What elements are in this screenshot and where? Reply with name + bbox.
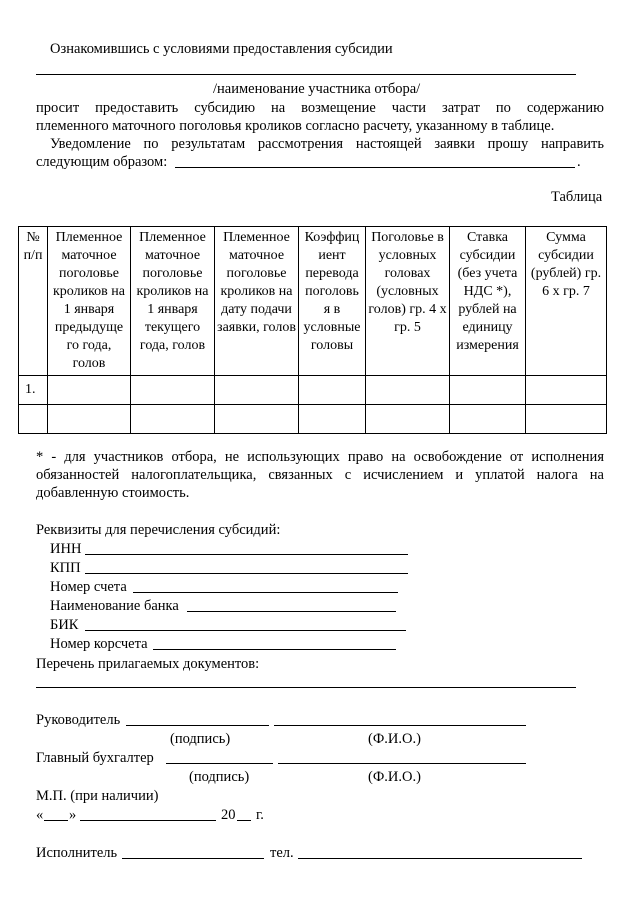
inn-field[interactable] xyxy=(85,554,408,555)
executor-name-field[interactable] xyxy=(122,858,264,859)
date-day-field[interactable] xyxy=(44,820,68,821)
head-name-field[interactable] xyxy=(274,725,526,726)
notify-method-line[interactable] xyxy=(175,167,575,168)
subsidy-table xyxy=(18,226,607,434)
table-cell[interactable] xyxy=(299,405,366,434)
header-cell: Племенное маточное поголовье кроликов на 1 января текущего года, голов xyxy=(131,227,215,376)
documents-field[interactable] xyxy=(36,687,576,688)
table-cell[interactable] xyxy=(48,405,131,434)
table-cell[interactable] xyxy=(131,405,215,434)
table-cell[interactable] xyxy=(215,376,299,405)
head-signature-field[interactable] xyxy=(126,725,269,726)
footnote-line-3: добавленную стоимость. xyxy=(36,485,190,501)
notify-end: . xyxy=(577,154,581,170)
request-line-1: просит предоставить субсидию на возмещение части затрат по содержанию xyxy=(36,100,604,116)
bik-field[interactable] xyxy=(85,630,406,631)
table-cell[interactable] xyxy=(299,376,366,405)
date-open-quote: « xyxy=(36,807,44,823)
table-cell[interactable] xyxy=(366,405,450,434)
date-month-field[interactable] xyxy=(80,820,216,821)
phone-field[interactable] xyxy=(298,858,582,859)
chief-accountant-signature-caption: (подпись) xyxy=(189,769,250,785)
table-caption: Таблица xyxy=(551,189,603,205)
request-line-2: племенного маточного поголовья кроликов согласно расчету, указанному в таблице. xyxy=(36,118,555,134)
intro-text: Ознакомившись с условиями предоставления субсидии xyxy=(50,41,393,57)
header-cell: № п/п xyxy=(19,227,48,376)
header-cell: Племенное маточное поголовье кроликов на дату подачи заявки, голов xyxy=(215,227,299,376)
header-cell: Поголовье в условных головах (условных голов) гр. 4 х гр. 5 xyxy=(366,227,450,376)
header-cell: Коэффиц иент перевода поголовь я в условные головы xyxy=(299,227,366,376)
requisites-title: Реквизиты для перечисления субсидий: xyxy=(36,522,281,538)
table-cell[interactable] xyxy=(48,376,131,405)
kpp-label: КПП xyxy=(50,560,81,576)
table-cell[interactable] xyxy=(215,405,299,434)
table-cell[interactable] xyxy=(526,405,607,434)
corr-account-label: Номер корсчета xyxy=(50,636,148,652)
table-row xyxy=(19,405,607,434)
table-row xyxy=(19,376,607,405)
date-year-prefix: 20 xyxy=(221,807,236,823)
header-cell: Сумма субсидии (рублей) гр. 6 х гр. 7 xyxy=(526,227,607,376)
table-cell[interactable] xyxy=(19,405,48,434)
footnote-line-2: обязанностей налогоплательщика, связанных с исчислением и уплатой налога на xyxy=(36,467,604,483)
table-cell[interactable] xyxy=(526,376,607,405)
table-cell[interactable] xyxy=(450,376,526,405)
bik-label: БИК xyxy=(50,617,79,633)
header-cell: Ставка субсидии (без учета НДС *), рублей на единицу измерения xyxy=(450,227,526,376)
kpp-field[interactable] xyxy=(85,573,408,574)
chief-accountant-name-field[interactable] xyxy=(278,763,526,764)
phone-label: тел. xyxy=(270,845,294,861)
inn-label: ИНН xyxy=(50,541,82,557)
stamp-label: М.П. (при наличии) xyxy=(36,788,159,804)
footnote-line-1: * - для участников отбора, не использующих право на освобождение от исполнения xyxy=(36,449,604,465)
bank-label: Наименование банка xyxy=(50,598,179,614)
executor-label: Исполнитель xyxy=(36,845,118,861)
notify-line-1: Уведомление по результатам рассмотрения настоящей заявки прошу направить xyxy=(50,136,604,152)
date-year-suffix: г. xyxy=(256,807,264,823)
account-label: Номер счета xyxy=(50,579,127,595)
notify-label: следующим образом: xyxy=(36,154,168,170)
chief-accountant-name-caption: (Ф.И.О.) xyxy=(368,769,421,785)
account-field[interactable] xyxy=(133,592,398,593)
bank-field[interactable] xyxy=(187,611,396,612)
table-cell[interactable] xyxy=(450,405,526,434)
table-header-row xyxy=(19,227,607,376)
corr-account-field[interactable] xyxy=(153,649,396,650)
head-name-caption: (Ф.И.О.) xyxy=(368,731,421,747)
documents-label: Перечень прилагаемых документов: xyxy=(36,656,260,672)
head-label: Руководитель xyxy=(36,712,121,728)
head-signature-caption: (подпись) xyxy=(170,731,231,747)
date-year-field[interactable] xyxy=(237,820,251,821)
participant-name-line[interactable] xyxy=(36,74,576,75)
chief-accountant-signature-field[interactable] xyxy=(166,763,273,764)
date-close-quote: » xyxy=(69,807,77,823)
table-cell[interactable]: 1. xyxy=(19,376,48,405)
header-cell: Племенное маточное поголовье кроликов на 1 января предыдуще го года, голов xyxy=(48,227,131,376)
table-cell[interactable] xyxy=(131,376,215,405)
chief-accountant-label: Главный бухгалтер xyxy=(36,750,154,766)
table-cell[interactable] xyxy=(366,376,450,405)
participant-caption: /наименование участника отбора/ xyxy=(213,81,421,97)
